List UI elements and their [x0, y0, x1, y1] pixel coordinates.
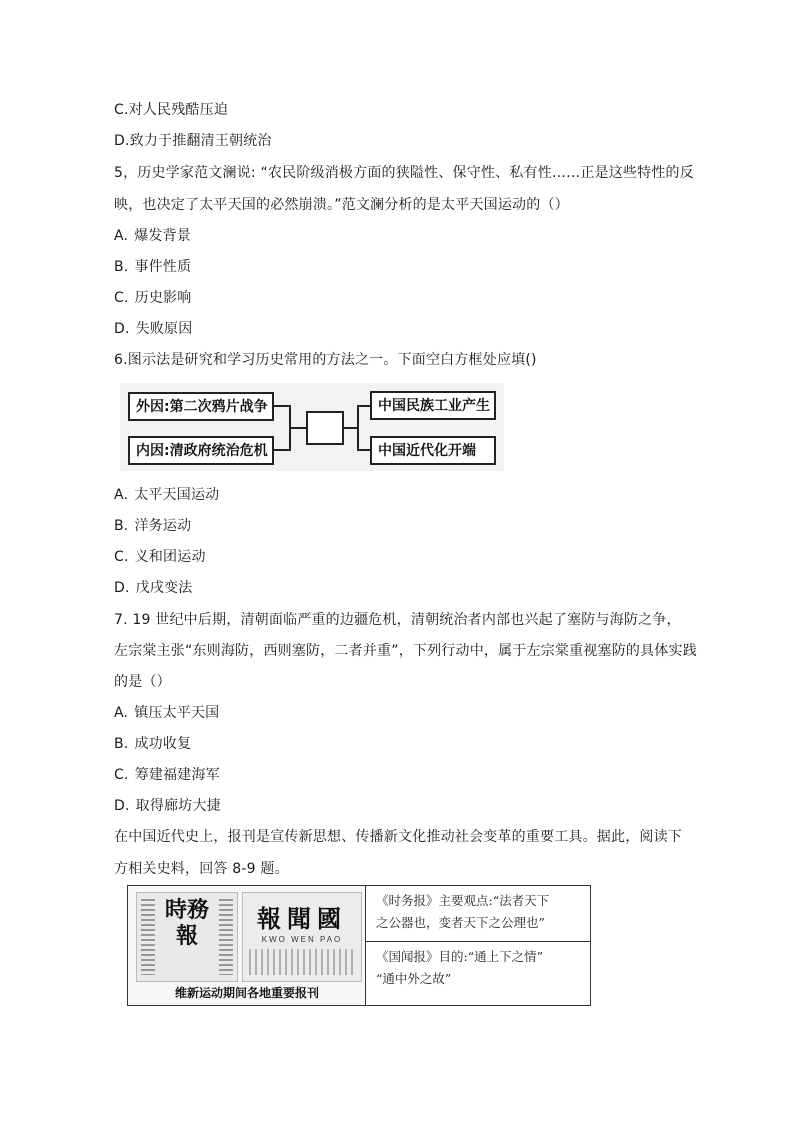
q7-option-a — [114, 703, 219, 723]
quote-line: 《时务报》主要观点:“法者天下 — [376, 893, 550, 908]
option-label: D. — [114, 580, 130, 596]
blank-box — [306, 411, 344, 445]
quote-line: 之公器也，变者天下之公理也” — [376, 915, 545, 930]
newspaper-figure — [127, 885, 591, 1006]
q7-stem-line1: 7. 19 世纪中后期，清朝面临严重的边疆危机，清朝统治者内部也兴起了塞防与海防之争， — [114, 612, 681, 628]
q6-stem: 6.图示法是研究和学习历史常用的方法之一。下面空白方框处应填() — [114, 352, 537, 368]
q5-option-a — [114, 226, 191, 246]
option-text: 义和团运动 — [134, 549, 206, 565]
newsprint-texture — [249, 949, 353, 975]
result-box-modernization: 中国近代化开端 — [370, 436, 496, 465]
q4-option-d: D.致力于推翻清王朝统治 — [114, 133, 272, 149]
guowenbao-image — [242, 892, 362, 982]
guowenbao-quote — [376, 946, 582, 990]
q7-option-c — [114, 765, 220, 785]
option-text: 成功收复 — [134, 736, 192, 752]
q7-option-b — [114, 734, 191, 754]
option-label: B. — [114, 518, 129, 534]
shiwubao-image — [136, 892, 238, 982]
external-cause-box: 外因:第二次鸦片战争 — [128, 392, 274, 421]
option-text: 戊戌变法 — [135, 580, 193, 596]
q7-stem-line3: 的是（） — [114, 674, 171, 690]
option-label: A. — [114, 487, 129, 503]
internal-cause-box: 内因:清政府统治危机 — [128, 436, 274, 465]
guowenbao-masthead: 報聞國 — [257, 904, 347, 933]
intro-line2: 方相关史料，回答 8-9 题。 — [114, 861, 289, 877]
shiwubao-masthead: 時務報 — [164, 897, 209, 949]
q5-stem-line2: 映，也决定了太平天国的必然崩溃。”范文澜分析的是太平天国运动的（） — [114, 197, 569, 213]
option-text: 镇压太平天国 — [134, 705, 220, 721]
option-label: D. — [114, 321, 130, 337]
quote-line: “通中外之故” — [376, 971, 452, 986]
divider — [366, 941, 590, 942]
q6-diagram — [120, 383, 504, 471]
q5-option-d — [114, 319, 192, 339]
option-text: 失败原因 — [135, 321, 193, 337]
result-box-industry: 中国民族工业产生 — [370, 391, 496, 420]
option-label: A. — [114, 228, 129, 244]
q6-option-d — [114, 578, 192, 598]
option-label: B. — [114, 736, 129, 752]
shiwubao-quote — [376, 890, 582, 934]
q4-option-c: C.对人民残酷压迫 — [114, 102, 229, 118]
q6-option-b — [114, 516, 191, 536]
option-text: 历史影响 — [134, 290, 192, 306]
q6-option-c — [114, 547, 206, 567]
intro-line1: 在中国近代史上，报刊是宣传新思想、传播新文化推动社会变革的重要工具。据此，阅读下 — [114, 829, 682, 845]
q6-option-a — [114, 485, 219, 505]
q7-stem-line2: 左宗棠主张“东则海防，西则塞防，二者并重”，下列行动中，属于左宗棠重视塞防的具体实践 — [114, 643, 697, 659]
q7-option-d — [114, 796, 221, 816]
option-label: B. — [114, 259, 129, 275]
option-text: 爆发背景 — [134, 228, 191, 244]
newspaper-quotes — [366, 886, 590, 1005]
option-label: A. — [114, 705, 129, 721]
option-label: C. — [114, 290, 129, 306]
option-label: D. — [114, 798, 130, 814]
quote-line: 《国闻报》目的:“通上下之情” — [376, 949, 543, 964]
option-label: C. — [114, 767, 129, 783]
option-text: 太平天国运动 — [134, 487, 220, 503]
q5-option-c — [114, 288, 191, 308]
text-column — [141, 899, 155, 975]
q5-option-b — [114, 257, 191, 277]
option-text: 取得廊坊大捷 — [135, 798, 221, 814]
figure-caption: 维新运动期间各地重要报刊 — [174, 986, 319, 1000]
option-text: 事件性质 — [134, 259, 192, 275]
text-column — [219, 899, 233, 975]
option-text: 洋务运动 — [134, 518, 192, 534]
guowenbao-romanization: KWO WEN PAO — [261, 935, 343, 944]
newspaper-images — [128, 886, 366, 1005]
q5-stem-line1: 5，历史学家范文澜说: “农民阶级消极方面的狭隘性、保守性、私有性……正是这些特性的反 — [114, 165, 694, 181]
option-text: 筹建福建海军 — [134, 767, 220, 783]
option-label: C. — [114, 549, 129, 565]
